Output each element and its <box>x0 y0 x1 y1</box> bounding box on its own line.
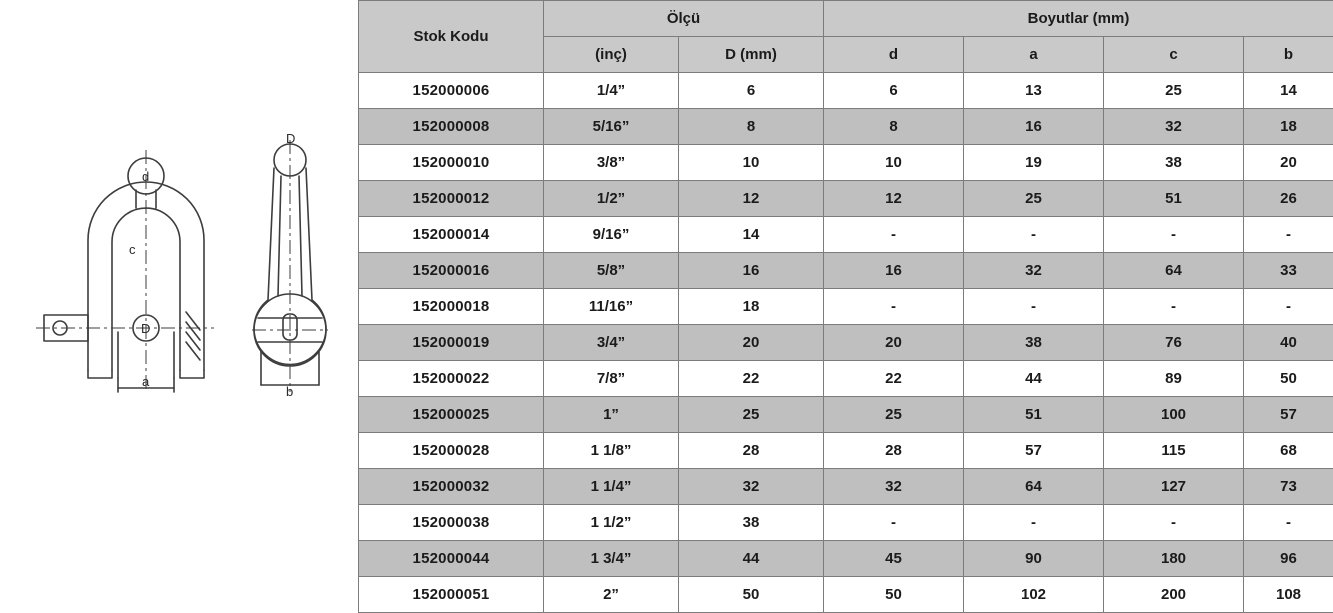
label-a-front: a <box>142 374 150 389</box>
cell-b: 20 <box>1244 145 1333 181</box>
header-col-inch: (inç) <box>544 37 679 73</box>
cell-d-mm: 10 <box>679 145 824 181</box>
cell-a: - <box>964 217 1104 253</box>
cell-b: - <box>1244 217 1333 253</box>
cell-b: 57 <box>1244 397 1333 433</box>
cell-inch: 1 1/2” <box>544 505 679 541</box>
cell-b: - <box>1244 505 1333 541</box>
cell-inch: 1 3/4” <box>544 541 679 577</box>
table-row <box>359 433 1333 469</box>
label-D-front: D <box>141 321 150 336</box>
cell-d-mm: 16 <box>679 253 824 289</box>
label-D-side: D <box>286 131 295 146</box>
cell-a: 38 <box>964 325 1104 361</box>
cell-a: 44 <box>964 361 1104 397</box>
cell-d: 16 <box>824 253 964 289</box>
cell-stok-kodu: 152000006 <box>359 73 544 109</box>
cell-stok-kodu: 152000008 <box>359 109 544 145</box>
header-col-dmm: D (mm) <box>679 37 824 73</box>
cell-d: 28 <box>824 433 964 469</box>
cell-inch: 1 1/4” <box>544 469 679 505</box>
table-row <box>359 289 1333 325</box>
cell-c: 76 <box>1104 325 1244 361</box>
cell-b: 68 <box>1244 433 1333 469</box>
cell-d-mm: 22 <box>679 361 824 397</box>
cell-d-mm: 18 <box>679 289 824 325</box>
cell-inch: 1 1/8” <box>544 433 679 469</box>
cell-d-mm: 6 <box>679 73 824 109</box>
cell-b: 14 <box>1244 73 1333 109</box>
cell-inch: 1/2” <box>544 181 679 217</box>
cell-stok-kodu: 152000044 <box>359 541 544 577</box>
cell-d-mm: 14 <box>679 217 824 253</box>
cell-c: 51 <box>1104 181 1244 217</box>
table-head <box>359 1 1333 73</box>
cell-inch: 2” <box>544 577 679 613</box>
cell-d: 32 <box>824 469 964 505</box>
spec-table-container <box>358 0 1333 590</box>
cell-b: 73 <box>1244 469 1333 505</box>
cell-a: 19 <box>964 145 1104 181</box>
cell-stok-kodu: 152000010 <box>359 145 544 181</box>
cell-c: 38 <box>1104 145 1244 181</box>
cell-d: 6 <box>824 73 964 109</box>
cell-d: - <box>824 289 964 325</box>
cell-b: 26 <box>1244 181 1333 217</box>
table-row <box>359 253 1333 289</box>
cell-a: 57 <box>964 433 1104 469</box>
table-header-row-1 <box>359 1 1333 37</box>
cell-b: 50 <box>1244 361 1333 397</box>
cell-c: 100 <box>1104 397 1244 433</box>
cell-inch: 11/16” <box>544 289 679 325</box>
cell-c: 200 <box>1104 577 1244 613</box>
cell-stok-kodu: 152000051 <box>359 577 544 613</box>
cell-d-mm: 32 <box>679 469 824 505</box>
cell-c: 115 <box>1104 433 1244 469</box>
cell-inch: 5/16” <box>544 109 679 145</box>
cell-c: 64 <box>1104 253 1244 289</box>
header-group-boyutlar: Boyutlar (mm) <box>824 1 1333 37</box>
cell-d-mm: 44 <box>679 541 824 577</box>
cell-inch: 9/16” <box>544 217 679 253</box>
cell-stok-kodu: 152000038 <box>359 505 544 541</box>
cell-c: 89 <box>1104 361 1244 397</box>
cell-d-mm: 25 <box>679 397 824 433</box>
cell-stok-kodu: 152000012 <box>359 181 544 217</box>
cell-c: 180 <box>1104 541 1244 577</box>
cell-a: 32 <box>964 253 1104 289</box>
cell-b: 18 <box>1244 109 1333 145</box>
label-c-front: c <box>129 242 136 257</box>
header-col-d: d <box>824 37 964 73</box>
cell-b: - <box>1244 289 1333 325</box>
table-row <box>359 397 1333 433</box>
label-b-side: b <box>286 384 293 399</box>
cell-d: - <box>824 217 964 253</box>
cell-c: 32 <box>1104 109 1244 145</box>
table-row <box>359 577 1333 613</box>
cell-a: 102 <box>964 577 1104 613</box>
table-row <box>359 145 1333 181</box>
cell-stok-kodu: 152000032 <box>359 469 544 505</box>
cell-b: 96 <box>1244 541 1333 577</box>
cell-b: 33 <box>1244 253 1333 289</box>
table-row <box>359 541 1333 577</box>
cell-d-mm: 50 <box>679 577 824 613</box>
table-row <box>359 361 1333 397</box>
cell-inch: 3/4” <box>544 325 679 361</box>
cell-inch: 5/8” <box>544 253 679 289</box>
table-row <box>359 217 1333 253</box>
cell-a: 16 <box>964 109 1104 145</box>
cell-c: - <box>1104 505 1244 541</box>
table-row <box>359 73 1333 109</box>
cell-stok-kodu: 152000016 <box>359 253 544 289</box>
cell-d: 8 <box>824 109 964 145</box>
cell-inch: 7/8” <box>544 361 679 397</box>
cell-a: 90 <box>964 541 1104 577</box>
cell-d: 22 <box>824 361 964 397</box>
header-group-olcu: Ölçü <box>544 1 824 37</box>
cell-d-mm: 12 <box>679 181 824 217</box>
cell-stok-kodu: 152000014 <box>359 217 544 253</box>
cell-inch: 1” <box>544 397 679 433</box>
cell-stok-kodu: 152000022 <box>359 361 544 397</box>
cell-c: - <box>1104 289 1244 325</box>
cell-c: 25 <box>1104 73 1244 109</box>
spec-table <box>358 0 1333 613</box>
cell-c: 127 <box>1104 469 1244 505</box>
cell-d: - <box>824 505 964 541</box>
cell-inch: 1/4” <box>544 73 679 109</box>
cell-d: 50 <box>824 577 964 613</box>
cell-a: - <box>964 505 1104 541</box>
header-col-c: c <box>1104 37 1244 73</box>
cell-d: 12 <box>824 181 964 217</box>
cell-stok-kodu: 152000018 <box>359 289 544 325</box>
header-col-a: a <box>964 37 1104 73</box>
cell-d-mm: 38 <box>679 505 824 541</box>
table-row <box>359 469 1333 505</box>
cell-d-mm: 8 <box>679 109 824 145</box>
cell-c: - <box>1104 217 1244 253</box>
cell-a: - <box>964 289 1104 325</box>
table-row <box>359 109 1333 145</box>
cell-stok-kodu: 152000025 <box>359 397 544 433</box>
cell-b: 108 <box>1244 577 1333 613</box>
cell-a: 64 <box>964 469 1104 505</box>
cell-stok-kodu: 152000019 <box>359 325 544 361</box>
table-row <box>359 505 1333 541</box>
cell-d-mm: 28 <box>679 433 824 469</box>
cell-d: 25 <box>824 397 964 433</box>
cell-a: 25 <box>964 181 1104 217</box>
cell-b: 40 <box>1244 325 1333 361</box>
cell-a: 51 <box>964 397 1104 433</box>
cell-d-mm: 20 <box>679 325 824 361</box>
cell-a: 13 <box>964 73 1104 109</box>
cell-stok-kodu: 152000028 <box>359 433 544 469</box>
technical-drawing <box>0 0 358 590</box>
cell-d: 10 <box>824 145 964 181</box>
cell-d: 45 <box>824 541 964 577</box>
cell-inch: 3/8” <box>544 145 679 181</box>
header-col-b: b <box>1244 37 1333 73</box>
label-d-front: d <box>142 169 149 184</box>
header-stok-kodu: Stok Kodu <box>359 1 544 73</box>
cell-d: 20 <box>824 325 964 361</box>
table-row <box>359 325 1333 361</box>
table-row <box>359 181 1333 217</box>
shackle-drawing-svg <box>0 0 358 590</box>
table-body <box>359 73 1333 613</box>
